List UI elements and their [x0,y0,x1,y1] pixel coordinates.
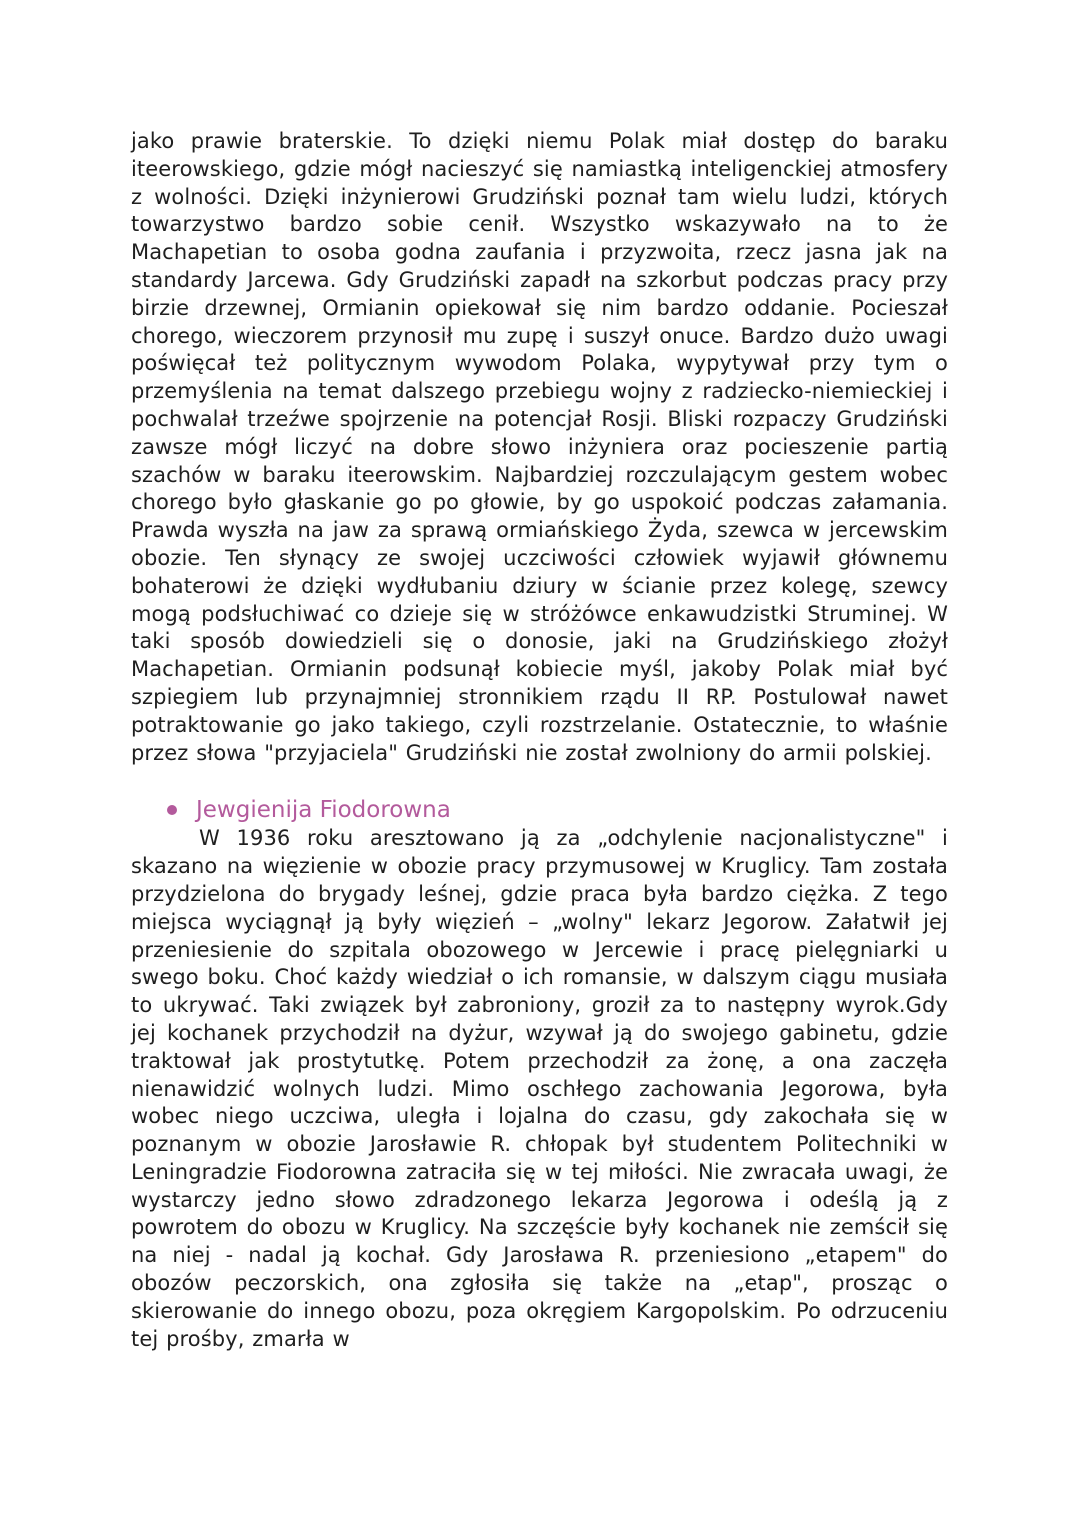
section-heading-text: Jewgienija Fiodorowna [196,797,451,824]
section-heading [131,795,948,825]
body-paragraph-fiodorowna: W 1936 roku aresztowano ją za „odchylenie nacjonalistyczne" i skazano na więzienie w obozie pracy przymusowej w Kruglicy. Tam została przydzielona do brygady leśnej, gdzie praca była bardzo ciężka. Z tego miejsca wyciągnął ją były więzień – „wolny" lekarz Jegorow. Załatwił jej przeniesienie do szpitala obozowego w Jercewie i pracę pielęgniarki u swego boku. Choć każdy wiedział o ich romansie, w dalszym ciągu musiała to ukrywać. Taki związek był zabroniony, groził za to następny wyrok.Gdy jej kochanek przychodził na dyżur, wzywał ją do swojego gabinetu, gdzie traktował jak prostytutkę. Potem przechodził za żonę, a ona zaczęła nienawidzić wolnych ludzi. Mimo oschłego zachowania Jegorowa, była wobec niego uczciwa, uległa i lojalna do czasu, gdy zakochała się w poznanym w obozie Jarosławie R. chłopak był studentem Politechniki w Leningradzie Fiodorowna zatraciła się w tej miłości. Nie zwracała uwagi, że wystarczy jedno słowo zdradzonego lekarza Jegorowa i odeślą ją z powrotem do obozu w Kruglicy. Na szczęście były kochanek nie zemścił się na niej - nadal ją kochał. Gdy Jarosława R. przeniesiono „etapem" do obozów peczorskich, ona zgłosiła się także na „etap", prosząc o skierowanie do innego obozu, poza okręgiem Kargopolskim. Po odrzuceniu tej prośby, zmarła w [131,826,948,1351]
bullet-icon [167,805,177,815]
body-paragraph-machapetian: jako prawie braterskie. To dzięki niemu Polak miał dostęp do baraku iteerowskiego, gdzie mógł nacieszyć się namiastką inteligenckiej atmosfery z wolności. Dzięki inżynierowi Grudziński poznał tam wielu ludzi, których towarzystwo bardzo sobie cenił. Wszystko wskazywało na to że Machapetian to osoba godna zaufania i przyzwoita, rzecz jasna jak na standardy Jarcewa. Gdy Grudziński zapadł na szkorbut podczas pracy przy birzie drzewnej, Ormianin opiekował się nim bardzo oddanie. Pocieszał chorego, wieczorem przynosił mu zupę i suszył onuce. Bardzo dużo uwagi poświęcał też politycznym wywodom Polaka, wypytywał przy tym o przemyślenia na temat dalszego przebiegu wojny z radziecko-niemieckiej i pochwalał trzeźwe spojrzenie na potencjał Rosji. Bliski rozpaczy Grudziński zawsze mógł liczyć na dobre słowo inżyniera oraz pocieszenie partią szachów w baraku iteerowskim. Najbardziej rozczulającym gestem wobec chorego było głaskanie go po głowie, by go uspokoić podczas załamania. Prawda wyszła na jaw za sprawą ormiańskiego Żyda, szewca w jercewskim obozie. Ten słynący ze swojej uczciwości człowiek wyjawił głównemu bohaterowi że dzięki wydłubaniu dziury w ścianie przez kolegę, szewcy mogą podsłuchiwać co dzieje się w stróżówce enkawudzistki Struminej. W taki sposób dowiedzieli się o donosie, jaki na Grudzińskiego złożył Machapetian. Ormianin podsunął kobiecie myśl, jakoby Polak miał być szpiegiem lub przynajmniej stronnikiem rządu II RP. Postulował nawet potraktowanie go jako takiego, czyli rozstrzelanie. Ostatecznie, to właśnie przez słowa "przyjaciela" Grudziński nie został zwolniony do armii polskiej. [131,129,948,765]
document-page [131,128,948,1353]
